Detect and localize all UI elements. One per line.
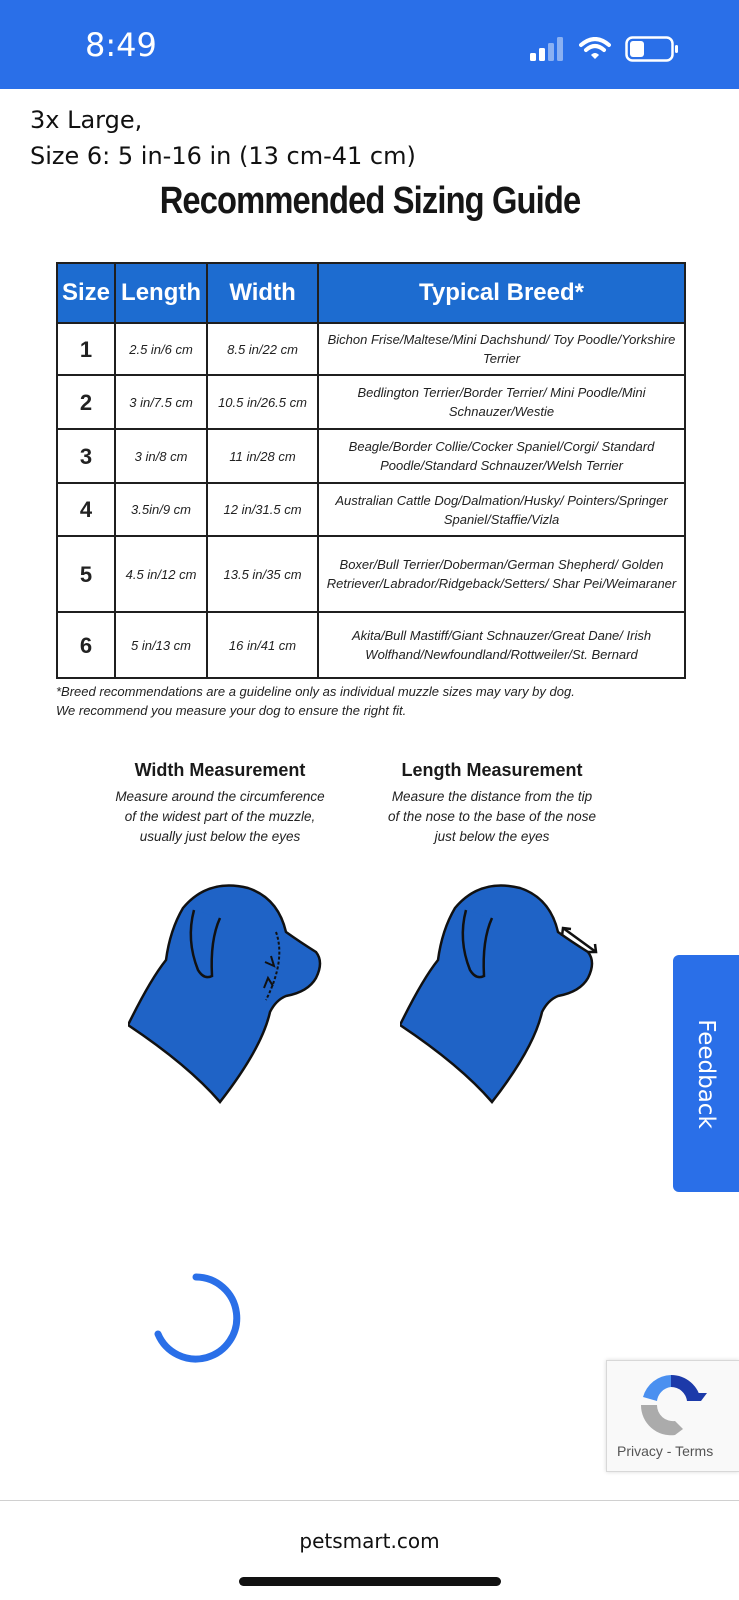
recaptcha-badge[interactable]: [606, 1360, 739, 1472]
row-size: 1: [57, 323, 115, 375]
row-length: 5 in/13 cm: [115, 612, 207, 678]
width-measurement: [100, 760, 340, 847]
row-length: 2.5 in/6 cm: [115, 323, 207, 375]
width-measurement-line-2: of the widest part of the muzzle,: [124, 809, 316, 824]
row-width: 12 in/31.5 cm: [207, 483, 318, 536]
table-row: [57, 323, 685, 375]
size-table: [56, 262, 686, 679]
header-length: Length: [115, 263, 207, 323]
recaptcha-icon: [635, 1371, 707, 1439]
terms-link[interactable]: Terms: [675, 1443, 714, 1459]
url-display[interactable]: petsmart.com: [299, 1529, 440, 1553]
table-row: [57, 612, 685, 678]
home-indicator[interactable]: [239, 1577, 501, 1586]
row-size: 2: [57, 375, 115, 429]
length-measurement-line-3: just below the eyes: [434, 829, 550, 844]
dog-width-icon: [128, 880, 328, 1105]
header-breed: Typical Breed*: [318, 263, 685, 323]
row-length: 3 in/8 cm: [115, 429, 207, 483]
wifi-icon: [579, 37, 611, 61]
length-measurement: [372, 760, 612, 847]
row-width: 13.5 in/35 cm: [207, 536, 318, 612]
row-length: 3.5in/9 cm: [115, 483, 207, 536]
feedback-label: Feedback: [693, 1018, 719, 1129]
guide-title: Recommended Sizing Guide: [159, 180, 581, 222]
row-breed: Boxer/Bull Terrier/Doberman/German Shepherd/ Golden Retriever/Labrador/Ridgeback/Setters/ Shar Pei/Weimaraner: [318, 536, 685, 612]
row-width: 16 in/41 cm: [207, 612, 318, 678]
status-time: 8:49: [85, 26, 157, 64]
row-breed: Beagle/Border Collie/Cocker Spaniel/Corgi/ Standard Poodle/Standard Schnauzer/Welsh Terrier: [318, 429, 685, 483]
dog-length-icon: [400, 880, 600, 1105]
table-row: [57, 483, 685, 536]
footnote-line-1: *Breed recommendations are a guideline only as individual muzzle sizes may vary by dog.: [56, 684, 575, 699]
sizing-guide: [50, 180, 690, 844]
recaptcha-links: [617, 1443, 713, 1459]
footnote-line-2: We recommend you measure your dog to ensure the right fit.: [56, 703, 407, 718]
row-length: 3 in/7.5 cm: [115, 375, 207, 429]
width-measurement-line-1: Measure around the circumference: [115, 789, 325, 804]
links-separator: -: [662, 1443, 676, 1459]
header-size: Size: [57, 263, 115, 323]
length-measurement-line-1: Measure the distance from the tip: [391, 789, 593, 804]
row-breed: Bedlington Terrier/Border Terrier/ Mini Poodle/Mini Schnauzer/Westie: [318, 375, 685, 429]
row-size: 5: [57, 536, 115, 612]
loading-spinner-icon: [150, 1272, 242, 1364]
table-header-row: [57, 263, 685, 323]
row-width: 11 in/28 cm: [207, 429, 318, 483]
length-measurement-title: Length Measurement: [401, 760, 583, 780]
row-length: 4.5 in/12 cm: [115, 536, 207, 612]
row-width: 8.5 in/22 cm: [207, 323, 318, 375]
row-breed: Akita/Bull Mastiff/Giant Schnauzer/Great Dane/ Irish Wolfhand/Newfoundland/Rottweiler/St. Bernard: [318, 612, 685, 678]
battery-icon: [625, 36, 679, 62]
privacy-link[interactable]: Privacy: [617, 1443, 663, 1459]
table-row: [57, 375, 685, 429]
row-size: 3: [57, 429, 115, 483]
size-description: [30, 102, 416, 174]
header-width: Width: [207, 263, 318, 323]
row-size: 6: [57, 612, 115, 678]
size-range: Size 6: 5 in-16 in (13 cm-41 cm): [30, 142, 416, 170]
row-breed: Bichon Frise/Maltese/Mini Dachshund/ Toy Poodle/Yorkshire Terrier: [318, 323, 685, 375]
width-measurement-title: Width Measurement: [134, 760, 306, 780]
table-row: [57, 429, 685, 483]
length-measurement-line-2: of the nose to the base of the nose: [388, 809, 596, 824]
status-bar: [0, 0, 739, 89]
status-icons: [529, 36, 679, 62]
row-size: 4: [57, 483, 115, 536]
signal-icon: [529, 37, 565, 61]
feedback-button[interactable]: [673, 955, 739, 1192]
row-breed: Australian Cattle Dog/Dalmation/Husky/ Pointers/Springer Spaniel/Staffie/Vizla: [318, 483, 685, 536]
size-label: 3x Large,: [30, 106, 143, 134]
table-row: [57, 536, 685, 612]
browser-bottom-bar: [0, 1500, 739, 1600]
breed-footnote: [56, 682, 676, 720]
row-width: 10.5 in/26.5 cm: [207, 375, 318, 429]
width-measurement-line-3: usually just below the eyes: [139, 829, 301, 844]
